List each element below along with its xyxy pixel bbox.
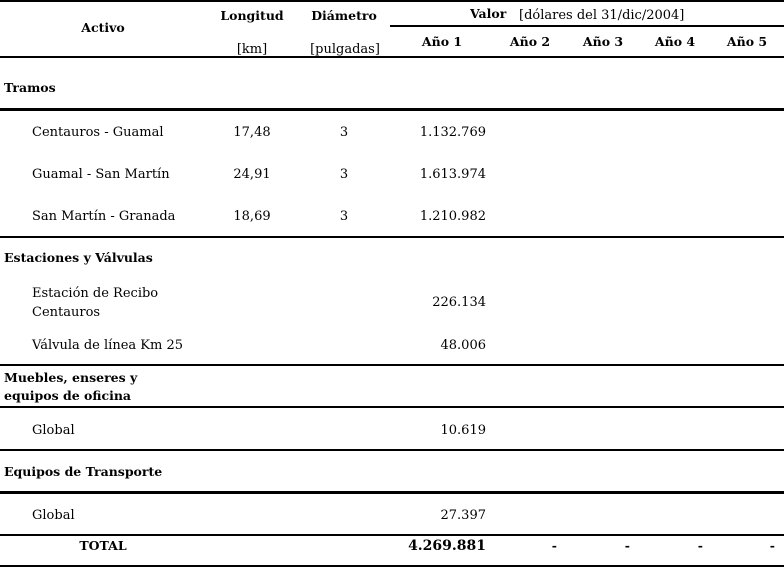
row-ano1: 1.132.769 bbox=[419, 125, 486, 140]
row-longitud: 17,48 bbox=[233, 125, 271, 140]
header-diametro-unit: [pulgadas] bbox=[310, 42, 380, 57]
row-name: Centauros - Guamal bbox=[32, 125, 164, 140]
section-title: Equipos de Transporte bbox=[4, 464, 163, 479]
header-year: Año 1 bbox=[421, 34, 463, 49]
rule bbox=[0, 236, 784, 238]
total-ano4: - bbox=[697, 538, 703, 553]
row-diametro: 3 bbox=[339, 125, 349, 140]
row-diametro: 3 bbox=[339, 167, 349, 182]
rule bbox=[0, 364, 784, 366]
total-ano5: - bbox=[769, 538, 775, 553]
row-ano1: 10.619 bbox=[440, 423, 486, 438]
row-name: Válvula de línea Km 25 bbox=[32, 338, 183, 353]
row-ano1: 1.210.982 bbox=[419, 209, 486, 224]
section-title: equipos de oficina bbox=[4, 388, 132, 403]
section-title: Muebles, enseres y bbox=[4, 370, 138, 385]
row-name: Centauros bbox=[32, 305, 101, 320]
row-ano1: 1.613.974 bbox=[419, 167, 486, 182]
header-longitud: Longitud bbox=[220, 8, 284, 23]
header-valor-note: [dólares del 31/dic/2004] bbox=[519, 8, 685, 23]
row-ano1: 226.134 bbox=[432, 295, 486, 310]
header-year: Año 4 bbox=[654, 34, 696, 49]
row-ano1: 27.397 bbox=[440, 508, 486, 523]
header-longitud-unit: [km] bbox=[236, 42, 268, 57]
row-name: Global bbox=[32, 423, 75, 438]
row-name: San Martín - Granada bbox=[32, 209, 176, 224]
row-name: Guamal - San Martín bbox=[32, 167, 170, 182]
section-title: Tramos bbox=[4, 80, 56, 95]
total-ano3: - bbox=[624, 538, 630, 553]
total-ano1: 4.269.881 bbox=[408, 538, 486, 554]
row-longitud: 18,69 bbox=[233, 209, 271, 224]
rule bbox=[0, 491, 784, 494]
header-year: Año 2 bbox=[509, 34, 551, 49]
rule bbox=[0, 534, 784, 536]
section-title: Estaciones y Válvulas bbox=[4, 250, 153, 265]
rule bbox=[0, 0, 784, 2]
header-activo: Activo bbox=[81, 20, 125, 35]
header-diametro: Diámetro bbox=[311, 8, 377, 23]
header-year: Año 5 bbox=[726, 34, 768, 49]
rule bbox=[0, 406, 784, 408]
total-ano2: - bbox=[551, 538, 557, 553]
row-name: Estación de Recibo bbox=[32, 286, 159, 301]
row-name: Global bbox=[32, 508, 75, 523]
rule bbox=[0, 449, 784, 451]
row-diametro: 3 bbox=[339, 209, 349, 224]
row-ano1: 48.006 bbox=[440, 338, 486, 353]
header-valor: Valor bbox=[470, 6, 507, 21]
rule bbox=[390, 25, 784, 27]
rule bbox=[0, 108, 784, 111]
rule bbox=[0, 56, 784, 58]
total-label: TOTAL bbox=[79, 538, 127, 553]
row-longitud: 24,91 bbox=[233, 167, 271, 182]
header-year: Año 3 bbox=[582, 34, 624, 49]
